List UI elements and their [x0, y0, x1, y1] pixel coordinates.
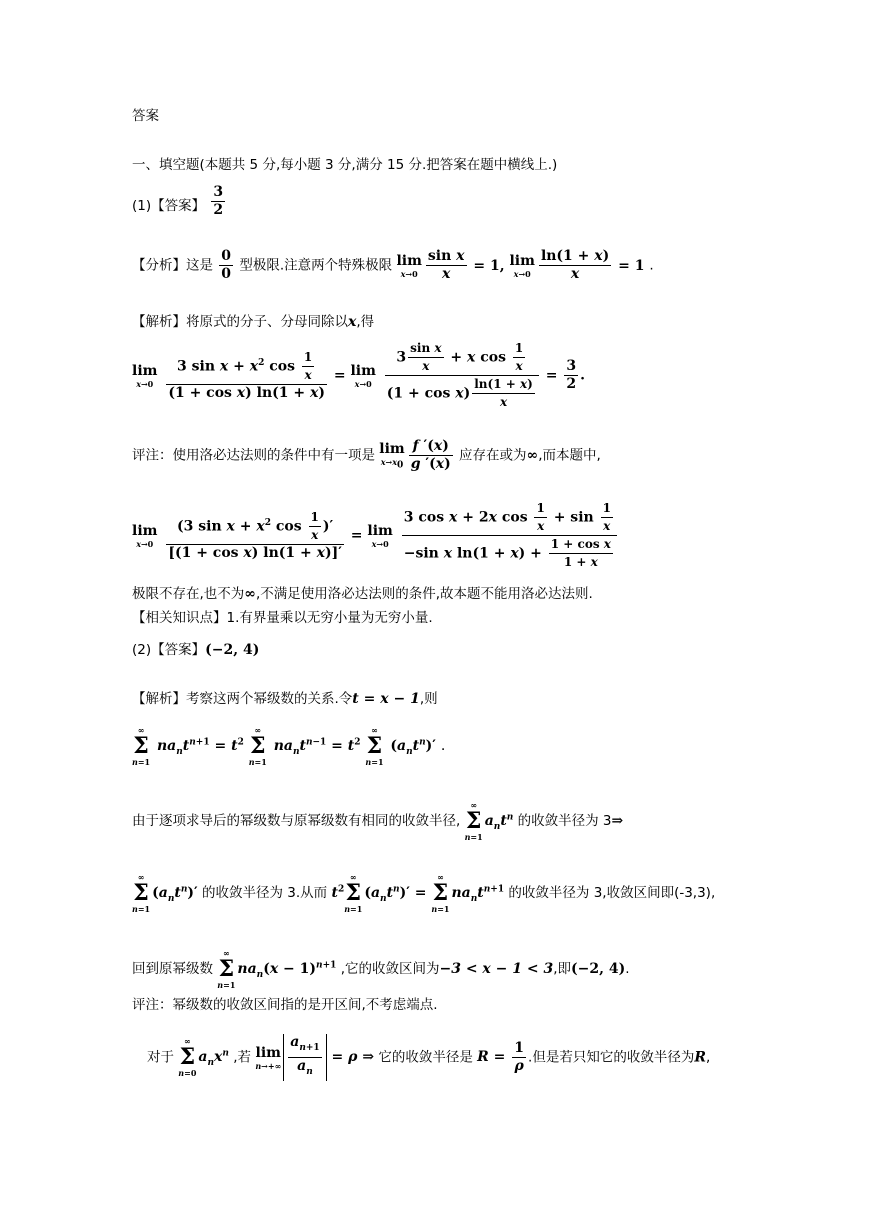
q2-radius-line-2: ∞ Σ n=1 $(a_nt^n)'$ 的收敛半径为 3.从而 $t^2$ ∞ Σ n=1 $(a_nt^n)'$ = ∞ Σ n=1 $na_nt^{n+1}$ 的收敛半径为 3,收敛区间即(-3,3),	[132, 872, 716, 914]
q2-solution-line: 【解析】考察这两个幂级数的关系.令t = x − 1,则	[132, 691, 438, 707]
analysis-text-a: 【分析】这是	[132, 257, 213, 274]
q1-answer-fraction: $\frac{3}{2}$	[213, 184, 224, 218]
q2-answer: (−2, 4)	[205, 642, 260, 658]
q1-solution-formula: lim x→0 3 $\sin x + x^2$ cos $\frac{1}{x}$ (1 + cos x) ln(1 + x) = lim x→0 3 $\frac{\text{sin x}}{x}$ + x cos $\frac{1}{x}$ (1 + cos x) $\frac{\ln(1 + x)}{x}$ = $\frac{3}{2}$ .	[132, 341, 585, 409]
q2-series-formula: ∞ Σ n=1 $na_nt^{n+1} = t^2$ ∞ Σ n=1 $na_nt^{n-1} = t^2$ ∞ Σ n=1 $(a_nt^n)'$ .	[132, 725, 446, 767]
q1-solution-intro: 【解析】将原式的分子、分母同除以x,得	[132, 314, 375, 330]
q1-note-line: 评注：使用洛必达法则的条件中有一项是 lim $x\to x_0$ $\frac{f '(x)}{g '(x)}$ 应存在或为∞,而本题中,	[132, 438, 601, 472]
q2-radius-line: 由于逐项求导后的幂级数与原幂级数有相同的收敛半径, ∞ Σ n=1 $a_nt^n$ 的收敛半径为 3⇒	[132, 800, 624, 842]
zero-over-zero: $\frac{0}{0}$	[221, 248, 232, 282]
q1-lhopital-formula: lim x→0 (3 $\sin x + x^2$ cos $\frac{1}{x}$ )′ [(1 + cos x) ln(1 + x)]′ = lim x→0 3 cos x + 2x cos $\frac{1}{x}$ + sin $\frac{1}{x}$ −sin x ln(1 + x) + $\frac{\text{1 + cos x}}{1 + x}$	[132, 500, 619, 571]
q2-note: 评注：幂级数的收敛区间指的是开区间,不考虑端点.	[132, 997, 438, 1013]
special-limits: lim x→0 $\frac{\text{sin x}}{x}$ = 1, lim x→0 $\frac{\ln(1 + x)}{x}$ = 1	[396, 248, 650, 282]
analysis-text-b: 型极限.注意两个特殊极限	[239, 257, 393, 274]
q1-note-end: 极限不存在,也不为∞,不满足使用洛必达法则的条件,故本题不能用洛必达法则.	[132, 586, 593, 602]
q1-answer-line	[132, 184, 227, 219]
q2-back-line: 回到原幂级数 ∞ Σ n=1 $na_n(x - 1)^{n+1}$ ,它的收敛区间为−3 < x − 1 < 3,即(−2, 4).	[132, 948, 630, 990]
q1-related: 【相关知识点】1.有界量乘以无穷小量为无穷小量.	[132, 610, 433, 626]
q2-last-line: 对于 ∞ Σ n=0 $a_nx^n$ ,若 lim n→+∞ $\frac{a_{n+1}}{a_n}$ = ρ ⇒ 它的收敛半径是 R = $\frac{1}{\rho}$ .但是若只知它的收敛半径为R,	[147, 1034, 710, 1081]
q1-answer-label: (1)【答案】	[132, 198, 206, 214]
q1-analysis-line: 【分析】这是 $\frac{0}{0}$ 型极限.注意两个特殊极限 lim x→0 $\frac{\text{sin x}}{x}$ = 1, lim x→0 $\frac{\ln(1 + x)}{x}$ = 1 .	[132, 248, 654, 282]
q2-answer-line: (2)【答案】(−2, 4)	[132, 642, 260, 658]
heading: 答案	[132, 108, 159, 124]
section-title: 一、填空题(本题共 5 分,每小题 3 分,满分 15 分.把答案在题中横线上.)	[132, 157, 558, 173]
